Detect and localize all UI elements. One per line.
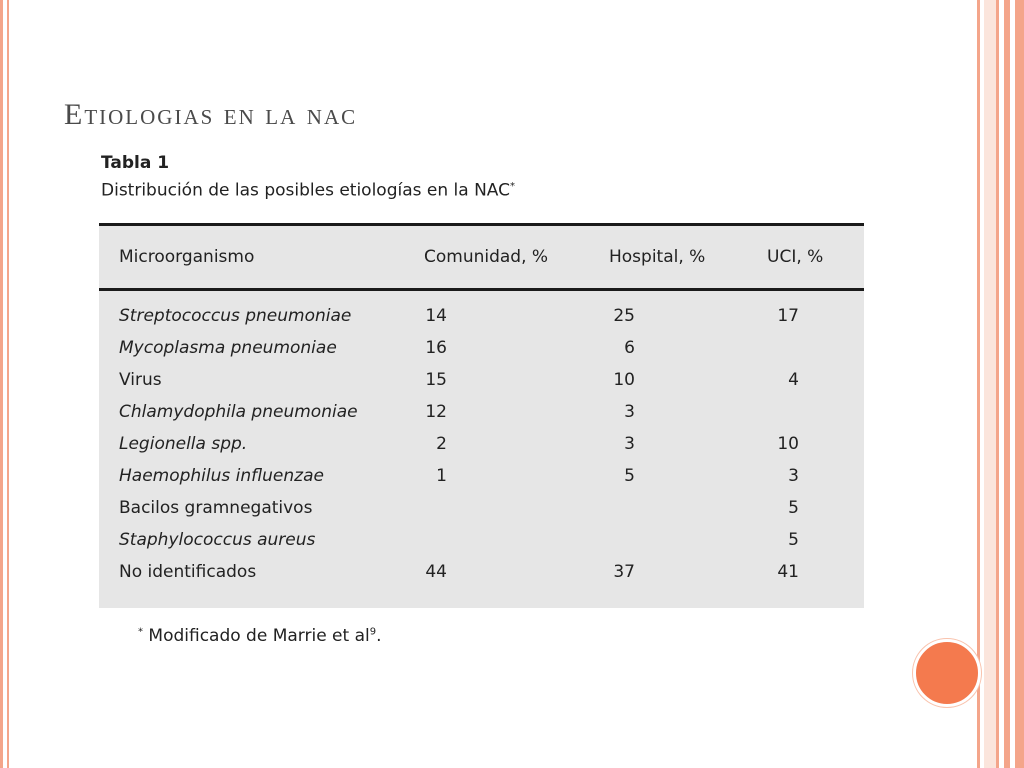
footnote-text: Modificado de Marrie et al [148, 626, 370, 646]
footnote-asterisk: * [138, 626, 143, 638]
uci-cell: 10 [777, 434, 799, 454]
right-frame-line-4 [1015, 0, 1024, 768]
comunidad-cell: 2 [436, 434, 447, 454]
table-row [99, 306, 864, 338]
right-frame-line-3 [1004, 0, 1010, 768]
right-frame-line-1 [977, 0, 980, 768]
uci-cell: 5 [788, 530, 799, 550]
left-frame-line-inner [7, 0, 9, 768]
hospital-cell: 3 [624, 402, 635, 422]
uci-cell: 17 [777, 306, 799, 326]
table-row [99, 530, 864, 562]
etiology-table [99, 223, 864, 608]
table-row [99, 562, 864, 594]
table-footnote [138, 626, 382, 646]
organism-cell: Virus [119, 370, 162, 390]
organism-cell: No identificados [119, 562, 257, 582]
uci-cell: 41 [777, 562, 799, 582]
organism-cell: Streptococcus pneumoniae [119, 306, 352, 326]
organism-cell: Chlamydophila pneumoniae [119, 402, 358, 422]
slide-title: Etiologias en la nac [64, 98, 358, 131]
uci-cell: 4 [788, 370, 799, 390]
header-uci: UCI, % [767, 247, 824, 267]
organism-cell: Haemophilus influenzae [119, 466, 324, 486]
uci-cell: 5 [788, 498, 799, 518]
header-hospital: Hospital, % [609, 247, 706, 267]
right-frame-band [984, 0, 996, 768]
comunidad-cell: 44 [425, 562, 447, 582]
table-caption [101, 152, 515, 204]
right-frame-line-2 [996, 0, 999, 768]
organism-cell: Bacilos gramnegativos [119, 498, 313, 518]
comunidad-cell: 14 [425, 306, 447, 326]
hospital-cell: 5 [624, 466, 635, 486]
organism-cell: Legionella spp. [119, 434, 248, 454]
table-row [99, 370, 864, 402]
table-header-row [99, 226, 864, 291]
comunidad-cell: 1 [436, 466, 447, 486]
table-row [99, 402, 864, 434]
table-row [99, 498, 864, 530]
caption-asterisk: * [510, 181, 515, 192]
table-row [99, 338, 864, 370]
table-row [99, 466, 864, 498]
hospital-cell: 6 [624, 338, 635, 358]
header-comunidad: Comunidad, % [424, 247, 549, 267]
comunidad-cell: 15 [425, 370, 447, 390]
organism-cell: Staphylococcus aureus [119, 530, 316, 550]
table-row [99, 434, 864, 466]
hospital-cell: 25 [613, 306, 635, 326]
footnote-reference: 9 [369, 626, 377, 638]
organism-cell: Mycoplasma pneumoniae [119, 338, 337, 358]
hospital-cell: 3 [624, 434, 635, 454]
table-number: Tabla 1 [101, 153, 170, 173]
hospital-cell: 10 [613, 370, 635, 390]
left-frame-line-outer [0, 0, 3, 768]
decorative-orange-circle [913, 639, 981, 707]
comunidad-cell: 16 [425, 338, 447, 358]
comunidad-cell: 12 [425, 402, 447, 422]
table-description-text: Distribución de las posibles etiologías en la NAC [101, 180, 510, 201]
header-microorganismo: Microorganismo [119, 247, 255, 267]
table-description [101, 174, 515, 204]
hospital-cell: 37 [613, 562, 635, 582]
footnote-period: . [376, 626, 382, 646]
uci-cell: 3 [788, 466, 799, 486]
